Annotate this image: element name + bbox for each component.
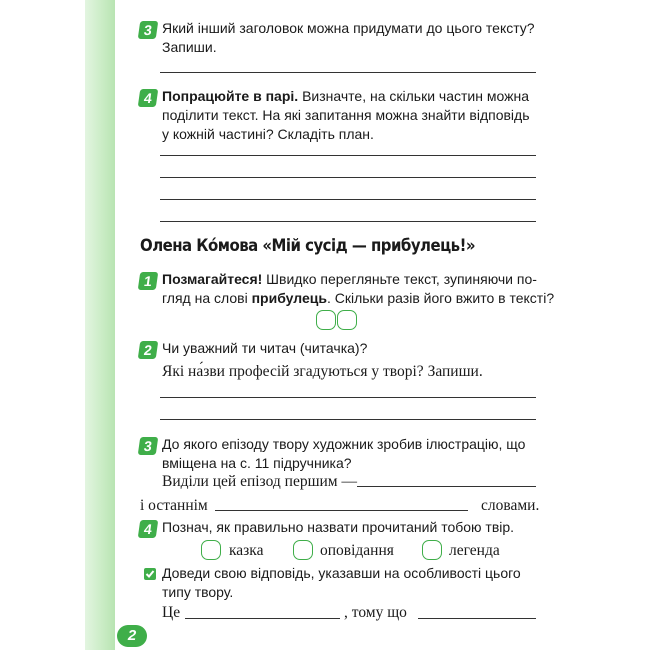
task-number-badge: 3 (138, 437, 159, 455)
checkbox-opovidannia[interactable] (293, 540, 313, 560)
task-text: і останнім (140, 497, 208, 514)
checkbox-lehenda[interactable] (422, 540, 442, 560)
answer-line[interactable] (160, 397, 536, 398)
task-text: Які на́зви професій згадуються у творі? Запиши. (162, 363, 483, 380)
task-text: Позмагайтеся! Швидко перегляньте текст, зупиняючи по- (162, 271, 537, 287)
option-label: казка (229, 542, 264, 559)
count-box-units[interactable] (337, 310, 357, 330)
task-number-badge: 2 (138, 341, 159, 359)
task-text: Виділи цей епізод першим — (162, 473, 357, 490)
task-number-badge: 4 (138, 520, 159, 538)
answer-line-reason[interactable] (418, 618, 536, 619)
task-number-badge: 4 (138, 89, 159, 107)
answer-line-genre[interactable] (185, 618, 340, 619)
task-text: Попрацюйте в парі. Визначте, на скільки частин можна (162, 88, 529, 104)
checkbox-kazka[interactable] (201, 540, 221, 560)
option-label: оповідання (320, 542, 394, 559)
option-label: легенда (449, 542, 500, 559)
answer-line-last-word[interactable] (215, 510, 468, 511)
count-box-tens[interactable] (316, 310, 336, 330)
answer-line[interactable] (160, 199, 536, 200)
answer-line-first-word[interactable] (357, 486, 536, 487)
task-text: словами. (481, 497, 540, 514)
task-text: , тому що (344, 604, 407, 621)
task-text: Познач, як правильно назвати прочитаний тобою твір. (162, 519, 515, 535)
page-number: 2 (117, 625, 147, 647)
answer-line[interactable] (160, 419, 536, 420)
answer-line[interactable] (160, 177, 536, 178)
task-text: Доведи свою відповідь, указавши на особливості цього (162, 565, 521, 581)
task-number-badge: 3 (138, 21, 159, 39)
page-edge-stripe (85, 0, 115, 650)
answer-line[interactable] (160, 221, 536, 222)
task-number-badge: 1 (138, 272, 159, 290)
task-text: гляд на слові прибулець. Скільки разів його вжито в тексті? (162, 290, 555, 306)
task-text: у кожній частині? Складіть план. (162, 126, 374, 142)
answer-line[interactable] (160, 155, 536, 156)
task-text: Запиши. (162, 39, 217, 55)
task-text: вміщена на с. 11 підручника? (162, 455, 352, 471)
section-title: Олена Ко́мова «Мій сусід — прибулець!» (140, 236, 476, 256)
task-text: Чи уважний ти читач (читачка)? (162, 340, 368, 356)
task-text: поділити текст. На які запитання можна знайти відповідь (162, 107, 530, 123)
task-text: До якого епізоду твору художник зробив ілюстрацію, що (162, 436, 526, 452)
task-text: Який інший заголовок можна придумати до цього тексту? (162, 20, 535, 36)
task-text: Це (162, 604, 181, 621)
task-text: типу твору. (162, 584, 234, 600)
check-icon (144, 568, 156, 580)
answer-line[interactable] (160, 72, 536, 73)
